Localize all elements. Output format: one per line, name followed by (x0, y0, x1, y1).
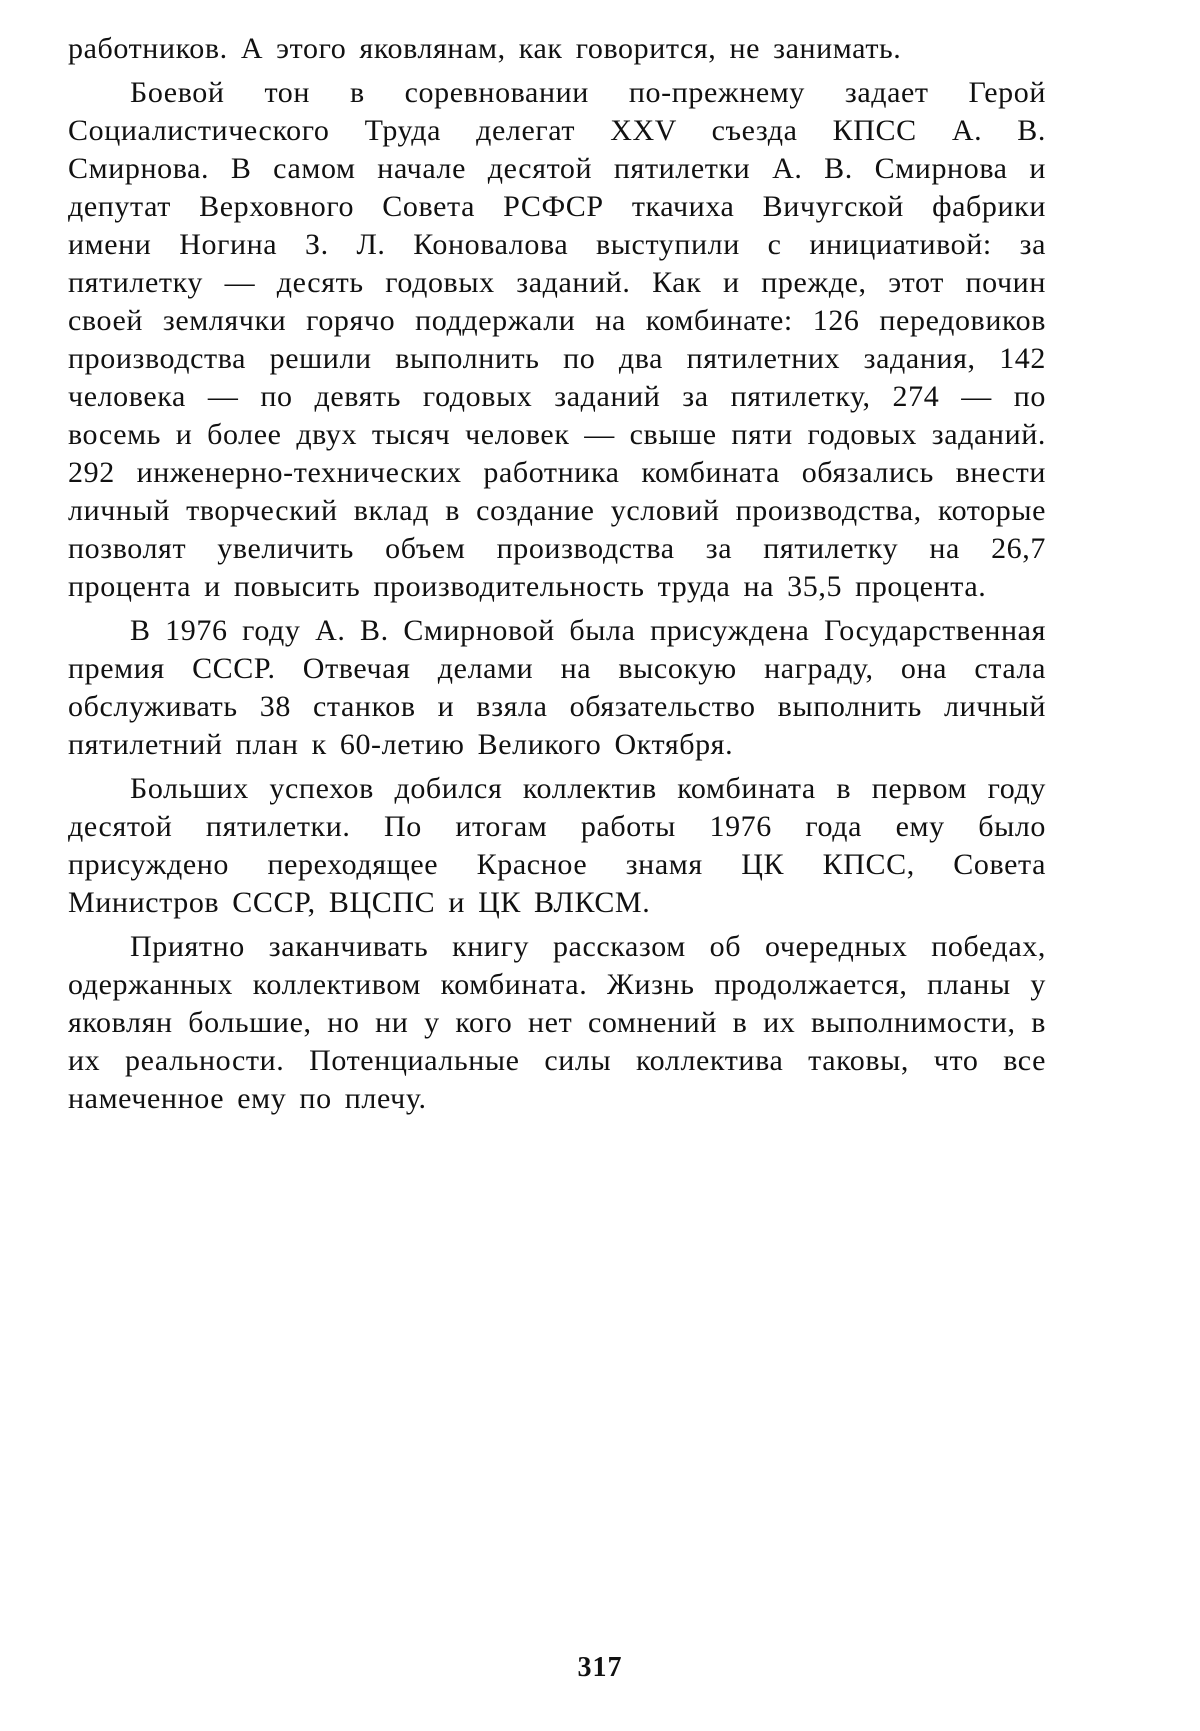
page-number: 317 (577, 1652, 623, 1683)
paragraph-state-prize: В 1976 году А. В. Смирновой была присуждена Государственная премия СССР. Отвечая делами на высокую награду, она стала обслуживать 38 станков и взяла обязательство выполнить личный пятилетний план к 60-летию Великого Октября. (68, 614, 1046, 761)
paragraph-competition: Боевой тон в соревновании по-прежнему задает Герой Социалистического Труда делегат XXV съезда КПСС А. В. Смирнова. В самом начале десятой пятилетки А. В. Смирнова и депутат Верховного Совета РСФСР ткачиха Вичугской фабрики имени Ногина З. Л. Коновалова выступили с инициативой: за пятилетку — десять годовых заданий. Как и прежде, этот почин своей землячки горячо поддержали на комбинате: 126 передовиков производства решили выполнить по два пятилетних задания, 142 человека — по девять годовых заданий за пятилетку, 274 — по восемь и более двух тысяч человек — свыше пяти годовых заданий. 292 инженерно-технических работника комбината обязались внести личный творческий вклад в создание условий производства, которые позволят увеличить объем производства за пятилетку на 26,7 процента и повысить производительность труда на 35,5 процента. (68, 76, 1046, 603)
paragraph-continuation: работников. А этого яковлянам, как говорится, не занимать. (68, 32, 902, 65)
body-text (68, 30, 1046, 1124)
paragraph-conclusion: Приятно заканчивать книгу рассказом об очередных победах, одержанных коллективом комбината. Жизнь продолжается, планы у яковлян большие, но ни у кого нет сомнений в их выполнимости, в их реальности. Потенциальные силы коллектива таковы, что все намеченное ему по плечу. (68, 930, 1046, 1115)
paragraph-red-banner: Больших успехов добился коллектив комбината в первом году десятой пятилетки. По итогам работы 1976 года ему было присуждено переходящее Красное знамя ЦК КПСС, Совета Министров СССР, ВЦСПС и ЦК ВЛКСМ. (68, 772, 1046, 919)
